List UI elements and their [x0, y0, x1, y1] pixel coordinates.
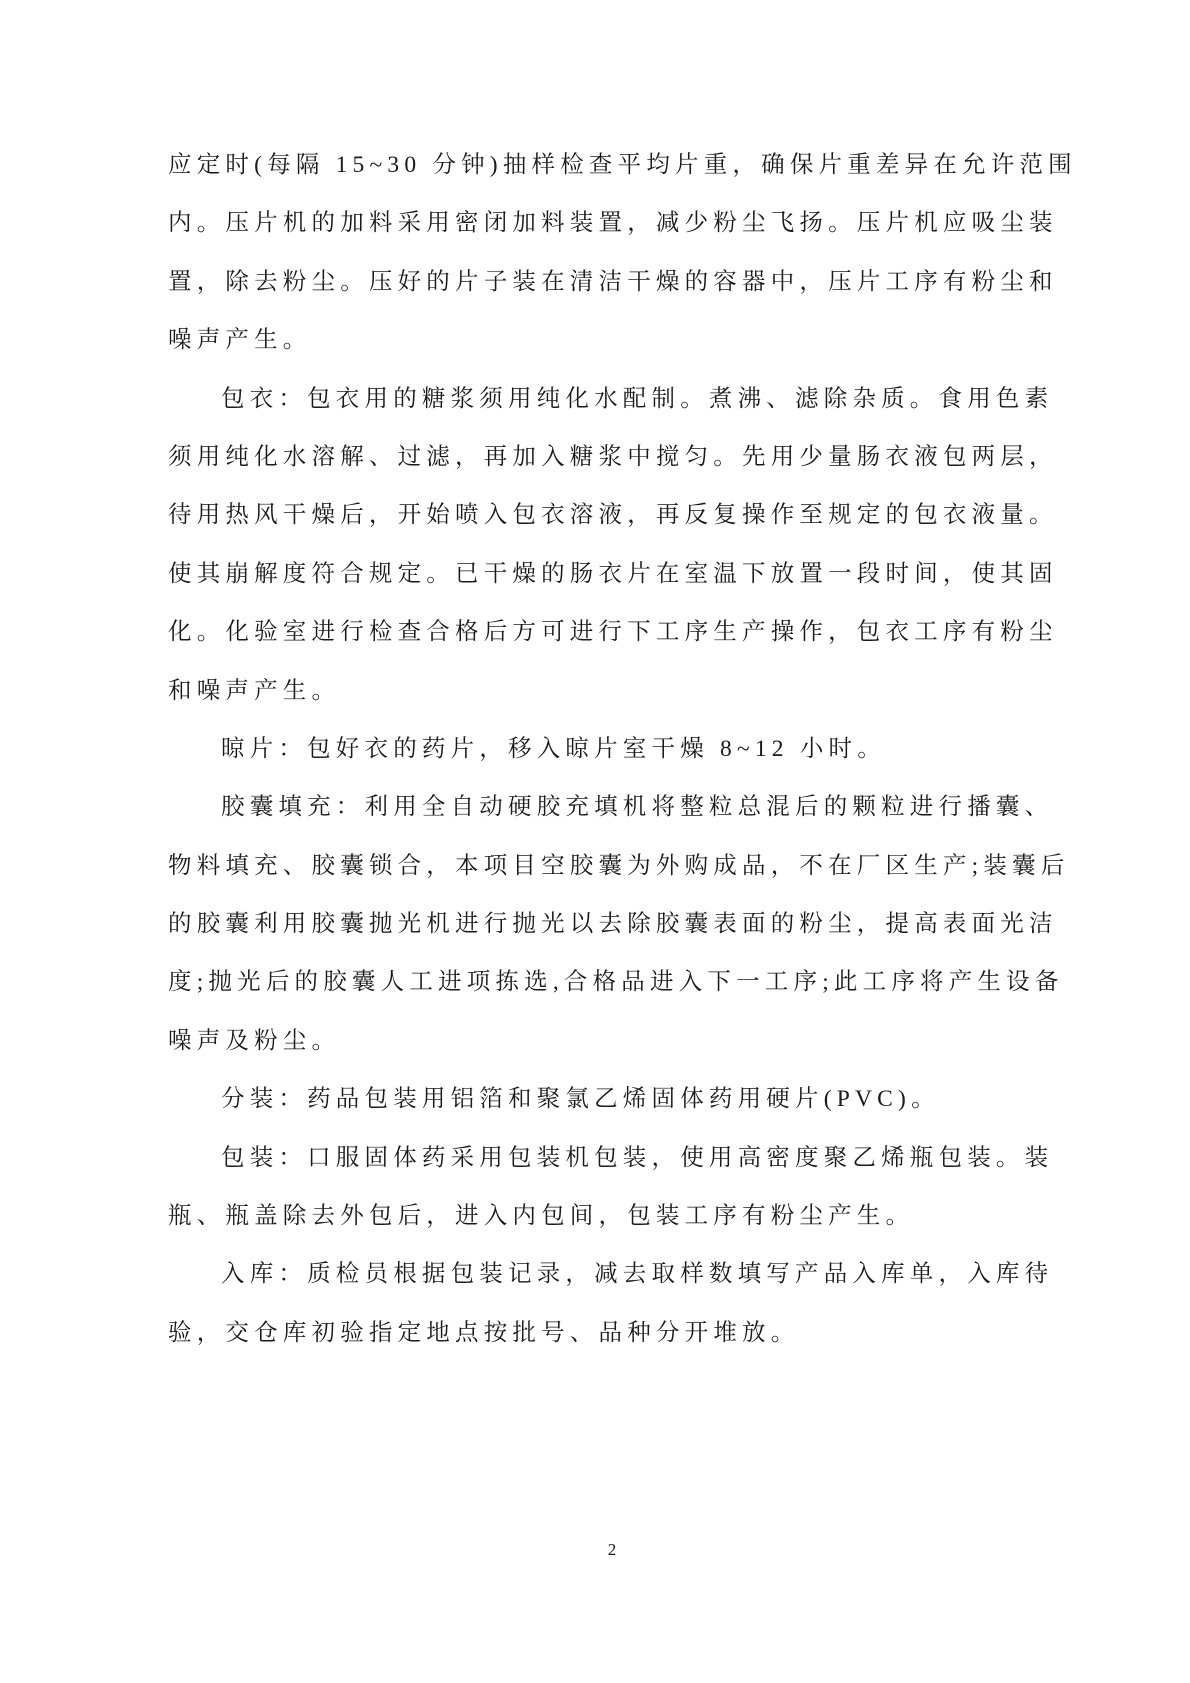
- text-line: 度;抛光后的胶囊人工进项拣选,合格品进入下一工序;此工序将产生设备: [168, 969, 1064, 996]
- text-line: 应定时(每隔 15~30 分钟)抽样检查平均片重，确保片重差异在允许范围: [168, 152, 1077, 178]
- text-line: 和噪声产生。: [168, 677, 341, 704]
- text-line: 内。压片机的加料采用密闭加料装置，减少粉尘飞扬。压片机应吸尘装: [168, 210, 1058, 237]
- text-line: 噪声产生。: [168, 327, 312, 354]
- text-line: 化。化验室进行检查合格后方可进行下工序生产操作，包衣工序有粉尘: [168, 619, 1058, 646]
- text-line: 使其崩解度符合规定。已干燥的肠衣片在室温下放置一段时间，使其固: [168, 560, 1058, 587]
- text-line: 物料填充、胶囊锁合，本项目空胶囊为外购成品，不在厂区生产;装囊后: [168, 852, 1070, 879]
- paragraph-drying: [168, 726, 1030, 784]
- paragraph-tablet-pressing: [168, 142, 1077, 376]
- text-line: 须用纯化水溶解、过滤，再加入糖浆中搅匀。先用少量肠衣液包两层，: [168, 443, 1058, 470]
- text-line: 入库：质检员根据包装记录，减去取样数填写产品入库单，入库待: [221, 1261, 1054, 1288]
- page-number: 2: [607, 1540, 617, 1559]
- text-line: 瓶、瓶盖除去外包后，进入内包间，包装工序有粉尘产生。: [168, 1203, 915, 1230]
- document-page: [168, 142, 1077, 1368]
- text-line: 包装：口服固体药采用包装机包装，使用高密度聚乙烯瓶包装。装: [221, 1144, 1054, 1171]
- text-line: 置，除去粉尘。压好的片子装在清洁干燥的容器中，压片工序有粉尘和: [168, 268, 1058, 295]
- text-line: 待用热风干燥后，开始喷入包衣溶液，再反复操作至规定的包衣液量。: [168, 502, 1058, 529]
- paragraph-dispensing: [168, 1076, 1030, 1134]
- text-line: 晾片：包好衣的药片，移入晾片室干燥 8~12 小时。: [221, 735, 886, 762]
- paragraph-coating: [168, 376, 1058, 726]
- text-line: 的胶囊利用胶囊抛光机进行抛光以去除胶囊表面的粉尘，提高表面光洁: [168, 911, 1058, 938]
- text-line: 验，交仓库初验指定地点按批号、品种分开堆放。: [168, 1319, 800, 1346]
- paragraph-capsule-filling: [168, 784, 1070, 1076]
- text-line: 包衣：包衣用的糖浆须用纯化水配制。煮沸、滤除杂质。食用色素: [221, 385, 1054, 412]
- text-line: 胶囊填充：利用全自动硬胶充填机将整粒总混后的颗粒进行播囊、: [221, 794, 1054, 821]
- paragraph-warehousing: [168, 1251, 1054, 1368]
- text-line: 分装：药品包装用铝箔和聚氯乙烯固体药用硬片(PVC)。: [221, 1086, 940, 1113]
- text-line: 噪声及粉尘。: [168, 1027, 341, 1054]
- paragraph-packaging: [168, 1135, 1054, 1252]
